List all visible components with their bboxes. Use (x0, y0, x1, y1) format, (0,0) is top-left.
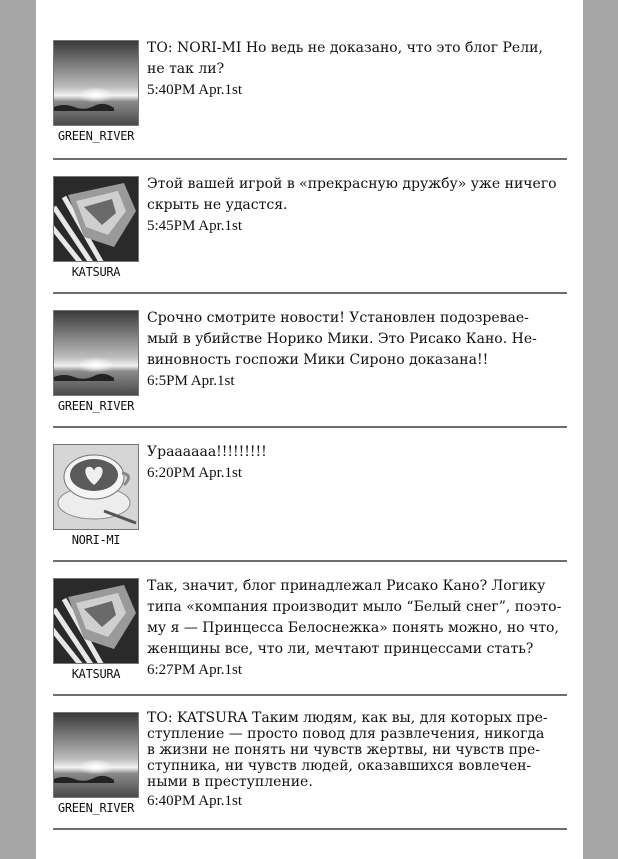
avatar (53, 578, 139, 681)
sunset-photo-icon (53, 310, 139, 396)
timestamp: 5:45PM Apr.1st (147, 218, 243, 234)
comment-text: Срочно смотрите новости! Установлен подозревае- мый в убийстве Норико Мики. Это Рисако Кано. Не- виновность госпожи Мики Сироно доказана!! (147, 310, 537, 368)
food-photo-icon (53, 176, 139, 262)
avatar (53, 176, 139, 279)
timestamp: 5:40PM Apr.1st (147, 82, 243, 98)
timestamp: 6:40PM Apr.1st (147, 793, 243, 809)
comment-text: Так, значит, блог принадлежал Рисако Кано? Логику типа «компания производит мыло “Белый снег”, поэто- му я — Принцесса Белоснежка» понять можно, но что, женщины все, что ли, мечтают принцессами стать? (147, 578, 562, 657)
comment-text: Ураааааа!!!!!!!!! (147, 444, 267, 460)
avatar (53, 444, 139, 547)
avatar (53, 40, 139, 143)
comment-post (53, 444, 567, 562)
username[interactable]: GREEN_RIVER (57, 129, 135, 143)
comment-post (53, 578, 567, 696)
username[interactable]: GREEN_RIVER (57, 399, 135, 413)
timestamp: 6:20PM Apr.1st (147, 465, 243, 481)
comment-post (53, 310, 567, 428)
coffee-photo-icon (53, 444, 139, 530)
username[interactable]: GREEN_RIVER (57, 801, 135, 815)
comment-post (53, 40, 567, 160)
avatar (53, 310, 139, 413)
page (36, 0, 583, 859)
timestamp: 6:5PM Apr.1st (147, 373, 235, 389)
sunset-photo-icon (53, 40, 139, 126)
comment-post (53, 176, 567, 294)
comment-post (53, 712, 567, 830)
food-photo-icon (53, 578, 139, 664)
username[interactable]: KATSURA (71, 667, 121, 681)
comment-text: Этой вашей игрой в «прекрасную дружбу» уже ничего скрыть не удастся. (147, 176, 557, 213)
sunset-photo-icon (53, 712, 139, 798)
avatar (53, 712, 139, 815)
comment-text: TO: NORI-MI Но ведь не доказано, что это блог Рели, не так ли? (147, 40, 543, 77)
username[interactable]: NORI-MI (71, 533, 121, 547)
comment-text: ТО: KATSURA Таким людям, как вы, для которых пре- ступление — просто повод для развлечения, никогда в жизни не понять ни чувств жертвы, ни чувств пре- ступника, ни чувств людей, оказавшихся вовлечен- ными в преступление. (147, 710, 548, 790)
username[interactable]: KATSURA (71, 265, 121, 279)
timestamp: 6:27PM Apr.1st (147, 662, 243, 678)
